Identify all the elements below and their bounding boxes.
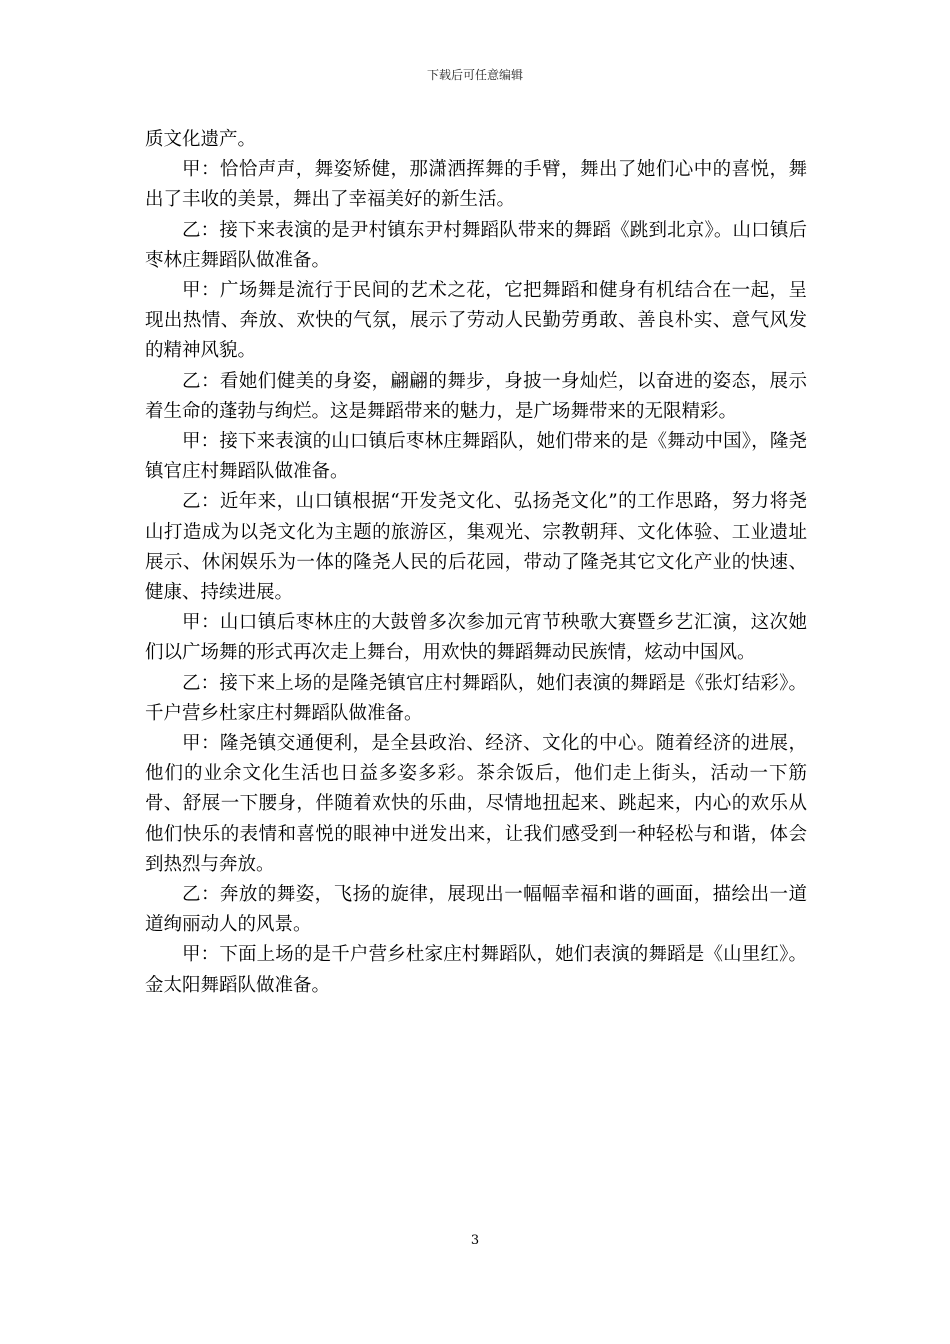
document-body <box>145 125 807 1001</box>
paragraph: 甲：恰恰声声，舞姿矫健，那潇洒挥舞的手臂，舞出了她们心中的喜悦，舞出了丰收的美景，舞出了幸福美好的新生活。 <box>145 159 807 211</box>
paragraph: 乙：接下来表演的是尹村镇东尹村舞蹈队带来的舞蹈《跳到北京》。山口镇后枣林庄舞蹈队做准备。 <box>145 219 807 271</box>
paragraph: 甲：下面上场的是千户营乡杜家庄村舞蹈队，她们表演的舞蹈是《山里红》。金太阳舞蹈队做准备。 <box>145 944 807 996</box>
paragraph: 乙：接下来上场的是隆尧镇官庄村舞蹈队，她们表演的舞蹈是《张灯结彩》。千户营乡杜家庄村舞蹈队做准备。 <box>145 672 807 724</box>
paragraph: 甲：隆尧镇交通便利，是全县政治、经济、文化的中心。随着经济的进展，他们的业余文化生活也日益多姿多彩。茶余饭后，他们走上街头，活动一下筋骨、舒展一下腰身，伴随着欢快的乐曲，尽情地扭起来、跳起来，内心的欢乐从他们快乐的表情和喜悦的眼神中迸发出来，让我们感受到一种轻松与和谐，体会到热烈与奔放。 <box>145 733 807 875</box>
paragraph-continuation: 质文化遗产。 <box>145 129 257 150</box>
page-number: 3 <box>470 1233 480 1248</box>
paragraph: 甲：接下来表演的山口镇后枣林庄舞蹈队，她们带来的是《舞动中国》，隆尧镇官庄村舞蹈队做准备。 <box>145 431 807 483</box>
paragraph: 甲：山口镇后枣林庄的大鼓曾多次参加元宵节秧歌大赛暨乡艺汇演，这次她们以广场舞的形式再次走上舞台，用欢快的舞蹈舞动民族情，炫动中国风。 <box>145 612 807 664</box>
paragraph: 甲：广场舞是流行于民间的艺术之花，它把舞蹈和健身有机结合在一起，呈现出热情、奔放、欢快的气氛，展示了劳动人民勤劳勇敢、善良朴实、意气风发的精神风貌。 <box>145 280 807 362</box>
page-header: 下载后可任意编辑 <box>426 68 523 82</box>
paragraph: 乙：看她们健美的身姿，翩翩的舞步，身披一身灿烂，以奋进的姿态，展示着生命的蓬勃与绚烂。这是舞蹈带来的魅力，是广场舞带来的无限精彩。 <box>145 370 807 422</box>
paragraph: 乙：奔放的舞姿，飞扬的旋律，展现出一幅幅幸福和谐的画面，描绘出一道道绚丽动人的风景。 <box>145 884 807 936</box>
paragraph: 乙：近年来，山口镇根据“开发尧文化、弘扬尧文化”的工作思路，努力将尧山打造成为以尧文化为主题的旅游区，集观光、宗教朝拜、文化体验、工业遗址展示、休闲娱乐为一体的隆尧人民的后花园，带动了隆尧其它文化产业的快速、健康、持续进展。 <box>145 491 807 604</box>
